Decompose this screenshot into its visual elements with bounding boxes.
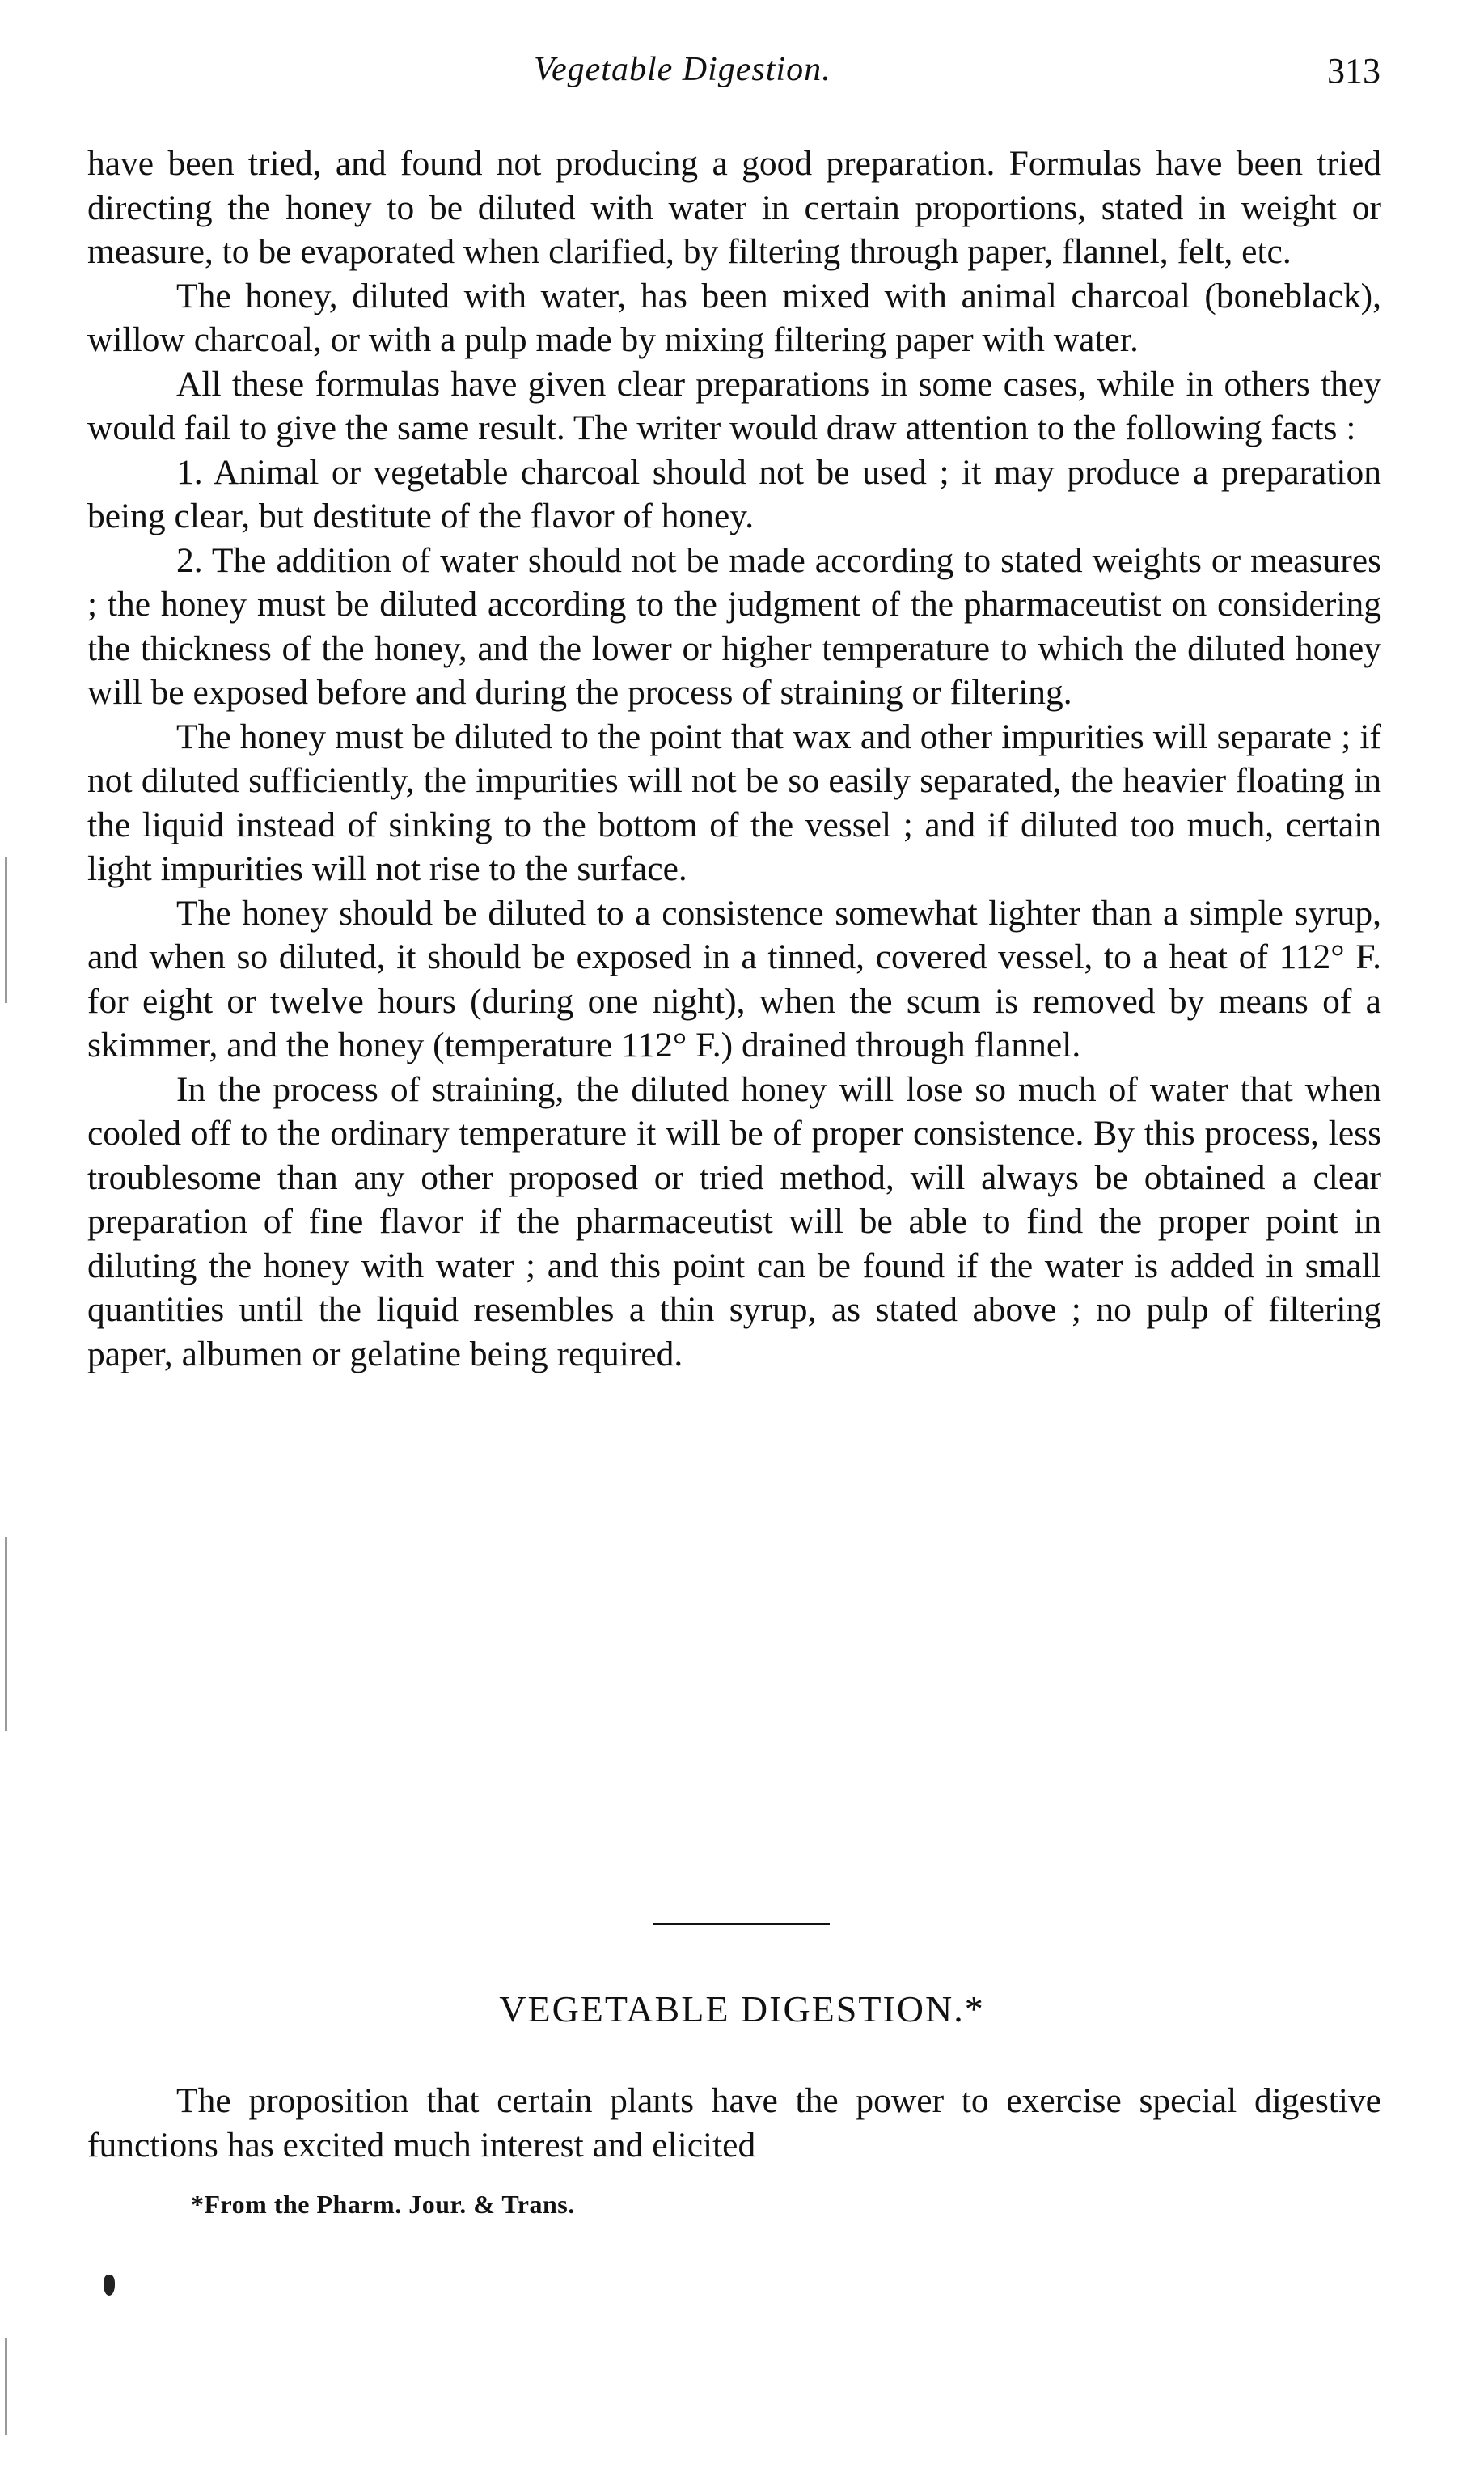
paragraph-heating-process: The honey should be diluted to a consistence somewhat lighter than a simple syrup, and when so diluted, it should be exposed in a tinned, covered vessel, to a heat of 112° F. for eight or twelve hours (during one night), when the scum is removed by means of a skimmer, and the honey (temperature 112° F.) drained through flannel.: [87, 893, 1381, 1064]
scan-edge-mark: [5, 2338, 7, 2435]
running-head-title: Vegetable Digestion.: [534, 51, 831, 88]
paragraph-fact-1: 1. Animal or vegetable charcoal should not be used ; it may produce a preparation being clear, but destitute of the flavor of honey.: [87, 452, 1381, 535]
body-text: [87, 142, 1381, 1376]
scan-edge-mark: [5, 1537, 7, 1731]
ink-speck-mark: [104, 2275, 115, 2296]
footnote: *From the Pharm. Jour. & Trans.: [191, 2190, 575, 2219]
paragraph-continuation: have been tried, and found not producing a good preparation. Formulas have been tried directing the honey to be diluted with water in certain proportions, stated in weight or measure, to be evaporated when clarified, by filtering through paper, flannel, felt, etc.: [87, 144, 1381, 271]
section-opening-paragraph: The proposition that certain plants have the power to exercise special digestive functions has excited much interest and elicited: [87, 2081, 1381, 2165]
section-title: VEGETABLE DIGESTION.*: [499, 1988, 985, 2029]
paragraph-fact-2: 2. The addition of water should not be made according to stated weights or measures ; the honey must be diluted according to the judgment of the pharmaceutist on considering the thickness of the honey, and the lower or higher temperature to which the diluted honey will be exposed before and during the process of straining or filtering.: [87, 540, 1381, 712]
paragraph-straining-process: In the process of straining, the diluted honey will lose so much of water that when cooled off to the ordinary temperature it will be of proper consistence. By this process, less troublesome than any other proposed or tried method, will always be obtained a clear preparation of fine flavor if the pharmaceutist will be able to find the proper point in diluting the honey with water ; and this point can be found if the water is added in small quantities until the liquid resembles a thin syrup, as stated above ; no pulp of filtering paper, albumen or gelatine being required.: [87, 1069, 1381, 1373]
page-number: 313: [1327, 51, 1380, 91]
paragraph-charcoal-mixing: The honey, diluted with water, has been mixed with animal charcoal (boneblack), willow charcoal, or with a pulp made by mixing filtering paper with water.: [87, 276, 1381, 359]
paragraph-dilution-point: The honey must be diluted to the point that wax and other impurities will separate ; if not diluted sufficiently, the impurities will not be so easily separated, the heavier floating in the liquid instead of sinking to the bottom of the vessel ; and if diluted too much, certain light impurities will not rise to the surface.: [87, 717, 1381, 888]
section-divider-rule: [653, 1923, 830, 1925]
paragraph-formulas-results: All these formulas have given clear preparations in some cases, while in others they would fail to give the same result. The writer would draw attention to the following facts :: [87, 364, 1381, 447]
scan-edge-mark: [5, 857, 7, 1003]
